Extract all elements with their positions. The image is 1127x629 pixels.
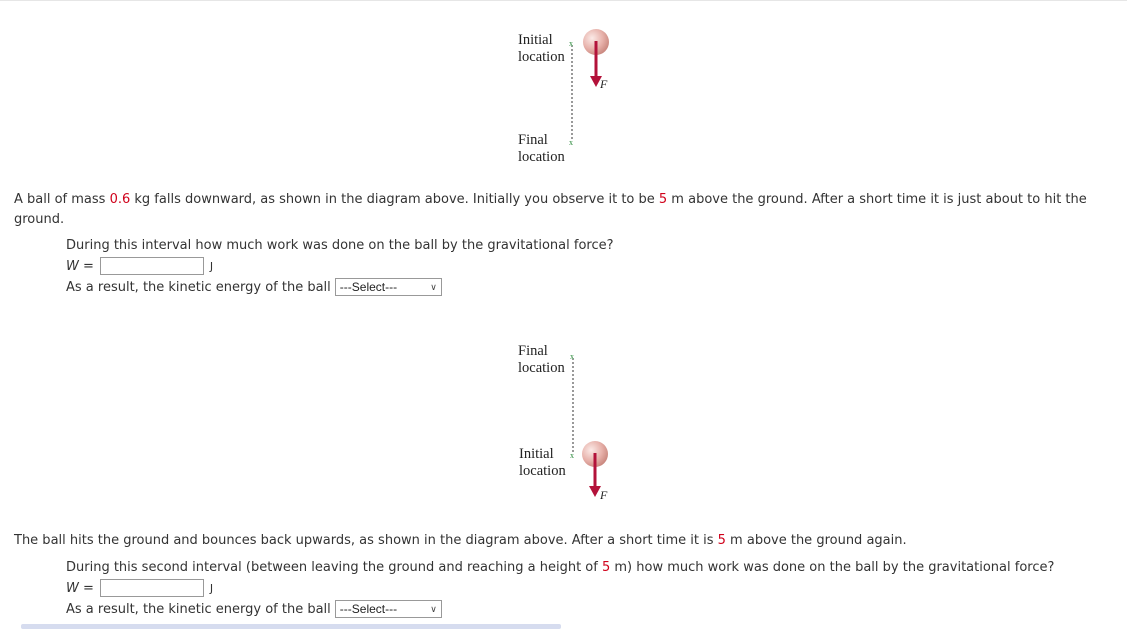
work-input-1[interactable]	[100, 257, 204, 275]
select-value: ---Select---	[339, 602, 398, 616]
problem-1-statement	[14, 190, 1114, 230]
problem-1-question: During this interval how much work was done on the ball by the gravitational force?	[66, 238, 614, 253]
end-marker: x	[570, 352, 574, 361]
unit-label: J	[209, 259, 214, 273]
ke-label: As a result, the kinetic energy of the ball	[66, 601, 331, 617]
diagram-falling-ball	[500, 21, 640, 171]
end-marker: x	[569, 138, 573, 147]
text: m above the ground again.	[725, 533, 907, 548]
label-line: Initial	[519, 446, 554, 462]
start-marker: x	[569, 39, 573, 48]
label-line: location	[518, 360, 565, 376]
label-line: Final	[518, 132, 548, 148]
ke-select-2[interactable]	[335, 600, 442, 618]
ke-label: As a result, the kinetic energy of the ball	[66, 279, 331, 295]
height-value: 5	[601, 560, 611, 575]
chevron-down-icon: ∨	[430, 281, 437, 292]
mass-value: 0.6	[109, 192, 131, 207]
w-label: W =	[66, 580, 94, 596]
height-value: 5	[717, 533, 726, 548]
text: During this second interval (between leaving the ground and reaching a height of	[66, 560, 602, 575]
problem-2-question	[66, 560, 1054, 575]
force-symbol: F⃗	[600, 77, 617, 91]
height-value: 5	[658, 192, 668, 207]
select-value: ---Select---	[339, 280, 398, 294]
start-marker: x	[570, 451, 574, 460]
text: m) how much work was done on the ball by the gravitational force?	[610, 560, 1055, 575]
label-line: Final	[518, 343, 548, 359]
problem-1-answer-row	[66, 257, 213, 275]
text: A ball of mass	[14, 192, 110, 207]
force-symbol: F⃗	[600, 488, 617, 502]
label-line: location	[518, 49, 565, 65]
unit-label: J	[209, 581, 214, 595]
work-input-2[interactable]	[100, 579, 204, 597]
problem-1-ke-row	[66, 278, 442, 296]
label-line: Initial	[518, 32, 553, 48]
label-line: location	[519, 463, 566, 479]
text: kg falls downward, as shown in the diagram above. Initially you observe it to be	[130, 192, 659, 207]
problem-2-statement	[14, 531, 1114, 551]
horizontal-scrollbar[interactable]	[21, 624, 561, 629]
chevron-down-icon: ∨	[430, 603, 437, 614]
ke-select-1[interactable]	[335, 278, 442, 296]
label-line: location	[518, 149, 565, 165]
text: The ball hits the ground and bounces back upwards, as shown in the diagram above. After a short time it is	[14, 533, 718, 548]
diagram-bouncing-ball	[500, 332, 640, 507]
problem-2-answer-row	[66, 579, 213, 597]
text: m above the ground. After a short time it is just about to hit the ground.	[14, 192, 1087, 227]
problem-2-ke-row	[66, 600, 442, 618]
w-label: W =	[66, 258, 94, 274]
path-and-ball-graphic	[500, 332, 640, 507]
path-and-ball-graphic	[500, 21, 640, 171]
